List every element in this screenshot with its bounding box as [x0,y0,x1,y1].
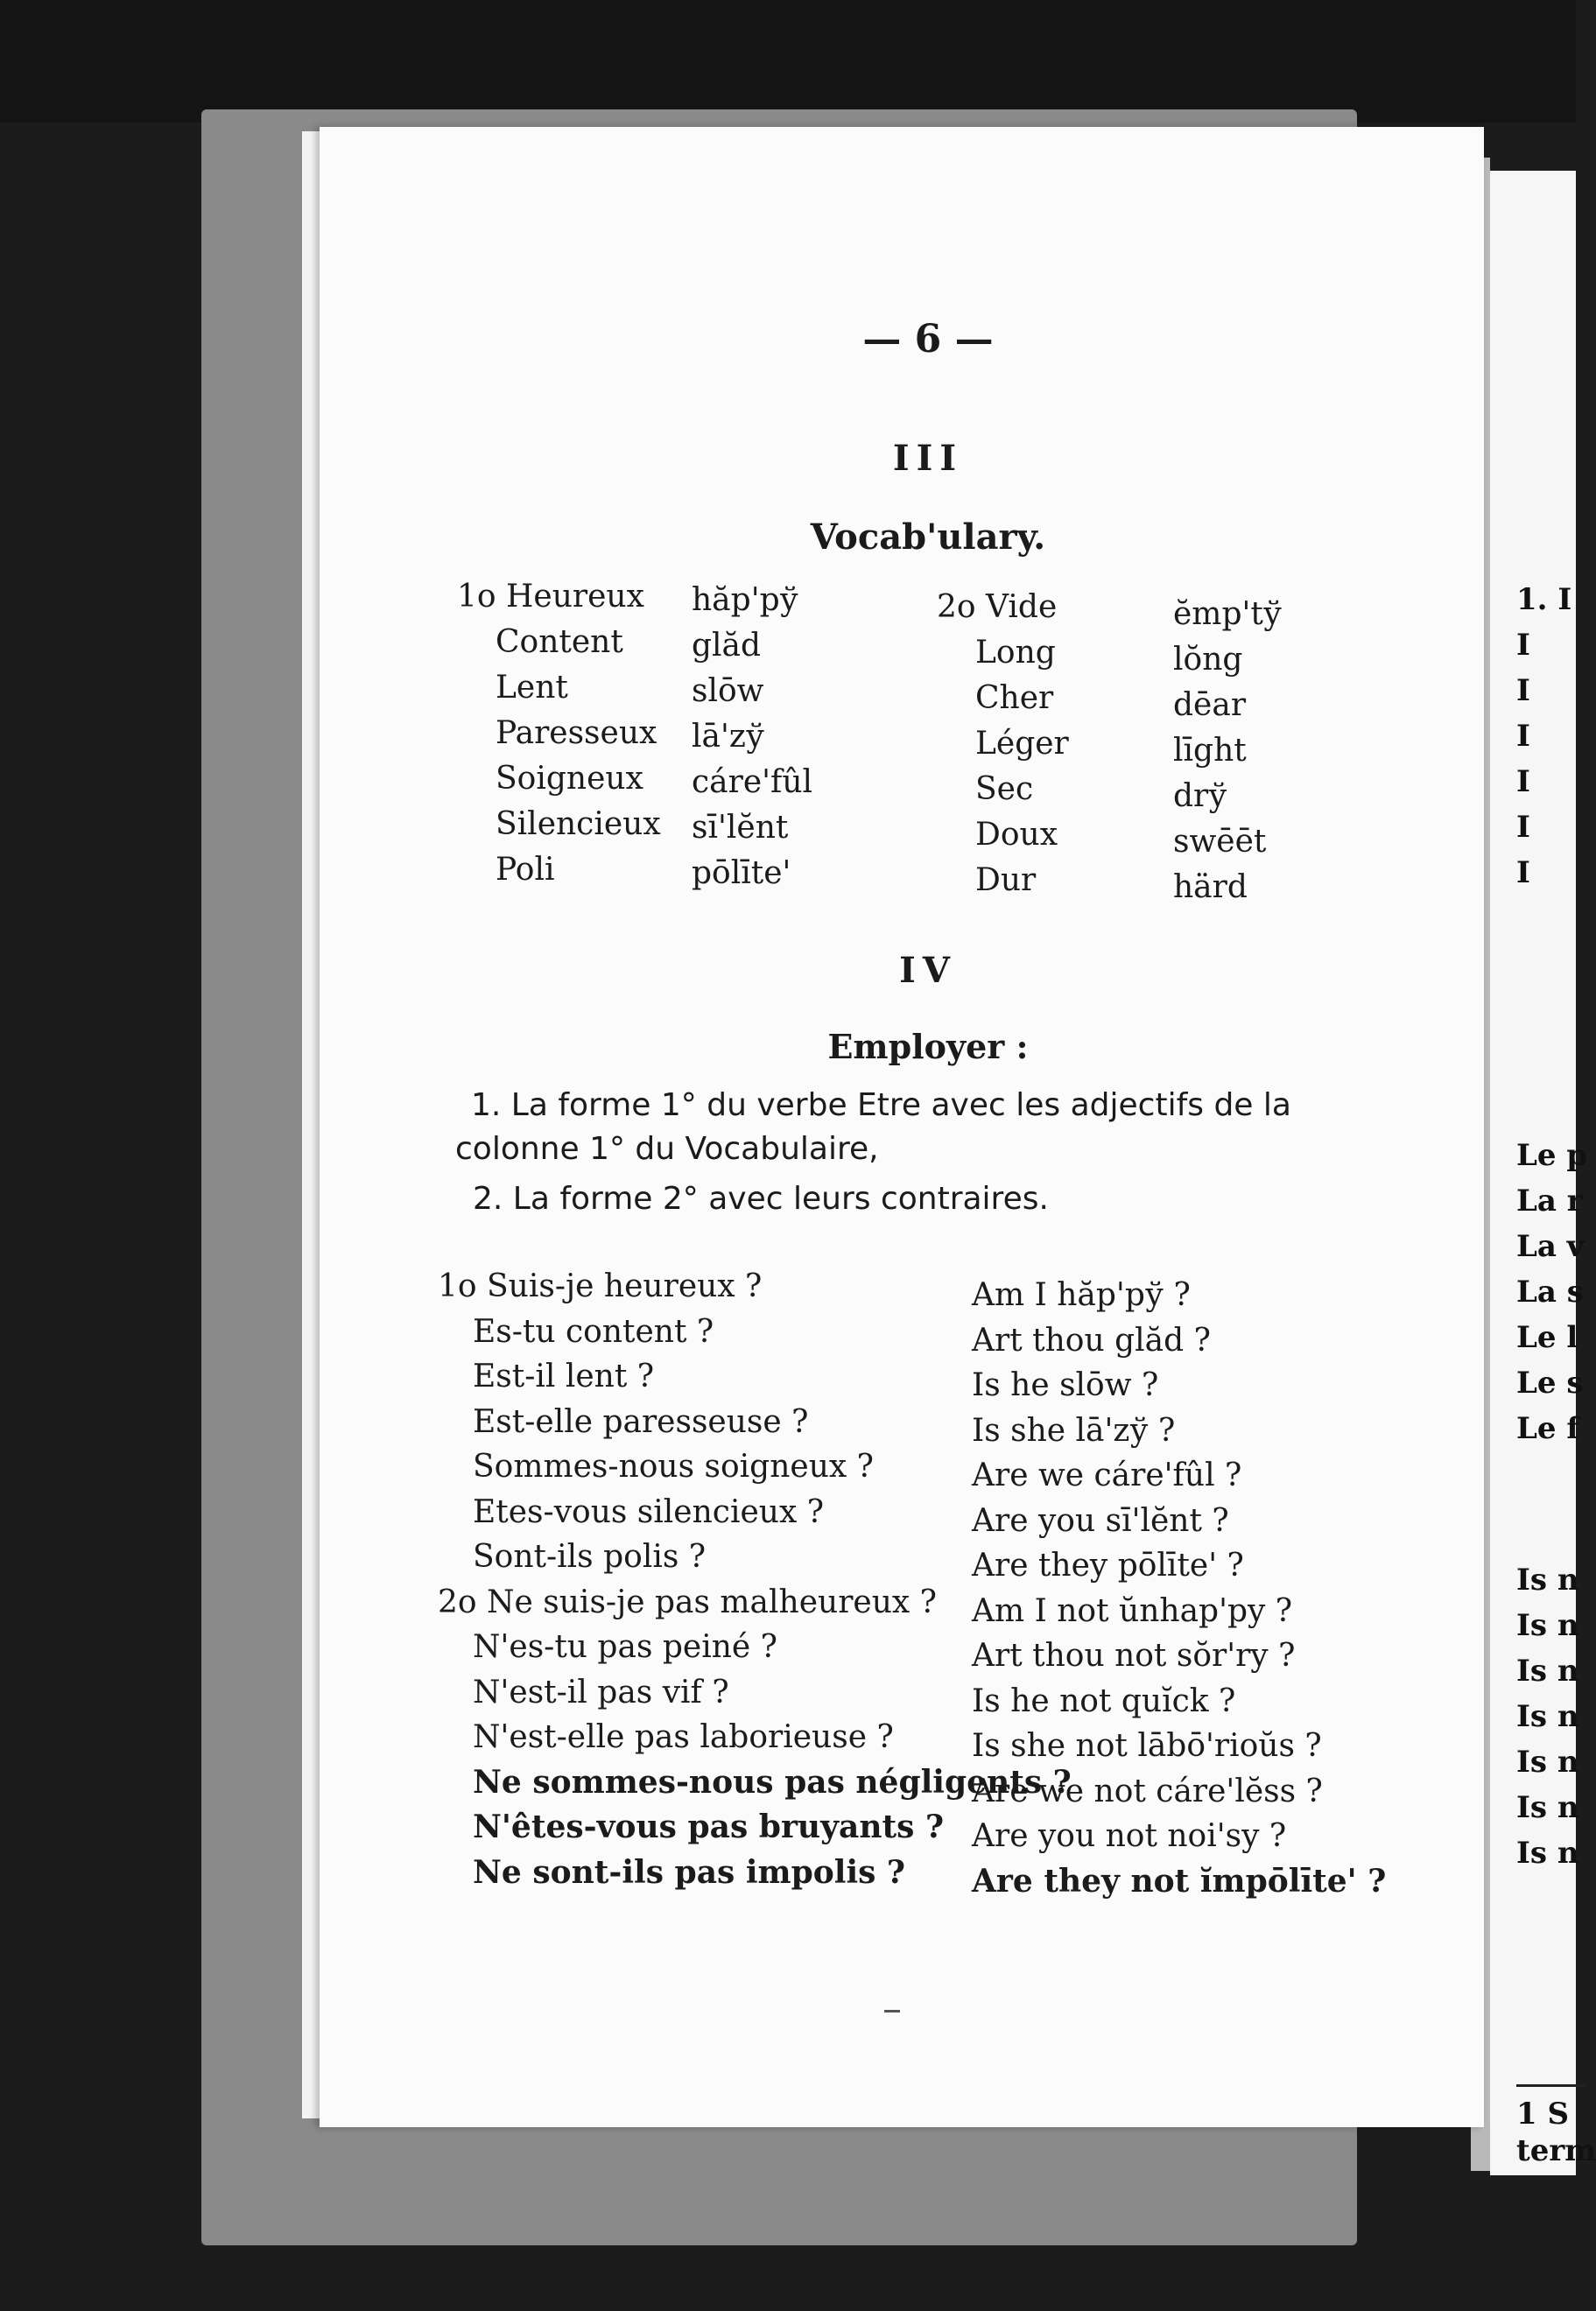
vocab-word-french: Poli [496,852,555,888]
facing-page-fragment: Is n [1516,1563,1579,1598]
question-english: Are you not noi'sy ? [972,1818,1287,1854]
question-french: Est-elle paresseuse ? [473,1403,809,1440]
question-french: N'es-tu pas peiné ? [473,1629,777,1665]
instruction-1 [455,1084,1418,1171]
question-french: 1o Suis-je heureux ? [438,1268,763,1304]
question-english: Are they not ĭmpōlīte' ? [972,1862,1387,1900]
facing-page-fragment: Is n [1516,1699,1579,1734]
vocab-word-french: Long [975,635,1056,671]
vocab-word-french: Doux [975,817,1058,853]
vocab-word-english: drў [1173,778,1227,814]
instruction-2: 2. La forme 2° avec leurs contraires. [473,1181,1049,1217]
facing-page-fragment: Is n [1516,1654,1579,1689]
question-english: Are you sī'lĕnt ? [972,1502,1229,1539]
question-english: Art thou glăd ? [972,1322,1211,1359]
question-french: N'est-il pas vif ? [473,1674,729,1710]
vocabulary-title: Vocab'ulary. [810,516,1046,558]
questions-english [972,1273,1386,1904]
facing-page-fragment: I [1516,673,1530,708]
facing-page-fragment: Le p [1516,1138,1588,1173]
instruction-1-line-a: 1. La forme 1° du verbe Etre avec les adjectifs de la [471,1087,1291,1123]
print-speck [884,2010,900,2012]
facing-page-fragment: Le l [1516,1320,1578,1355]
facing-page-fragment: Le s [1516,1366,1584,1401]
vocab-word-french: Soigneux [496,761,643,797]
vocab-word-french: 2o Vide [937,589,1058,625]
facing-page-fragment: Le f [1516,1411,1580,1446]
section-heading-iv: IV [899,950,957,991]
question-french: Ne sont-ils pas impolis ? [473,1853,906,1891]
vocab-word-english: swēēt [1173,824,1267,860]
question-english: Is he not quĭck ? [972,1682,1236,1719]
question-french: Es-tu content ? [473,1313,714,1350]
vocab-column-1-english [692,578,812,896]
vocab-word-french: Content [496,624,623,660]
vocab-column-1-french [457,574,661,893]
vocab-word-french: 1o Heureux [457,579,644,615]
question-english: Are they pōlīte' ? [972,1548,1244,1584]
vocab-word-french: Léger [975,726,1069,762]
question-french: Ne sommes-nous pas négligents ? [473,1763,1072,1801]
vocab-word-english: lā'zў [692,719,765,755]
vocab-word-french: Sec [975,771,1034,807]
question-english: Is he slōw ? [972,1367,1159,1403]
vocab-word-french: Dur [975,862,1037,898]
facing-page-fragment: Is n [1516,1745,1579,1780]
question-french: N'est-elle pas laborieuse ? [473,1719,894,1755]
facing-page-fragment: I [1516,628,1530,663]
facing-page-fragment: I [1516,855,1530,890]
vocab-word-french: Lent [496,670,568,706]
facing-page-footnote-fragment: 1 S [1516,2097,1570,2132]
vocab-word-english: līght [1173,733,1247,769]
vocab-word-french: Silencieux [496,806,661,842]
vocab-word-french: Cher [975,680,1054,716]
question-english: Art thou not sŏr'ry ? [972,1638,1296,1674]
question-french: Sont-ils polis ? [473,1539,707,1575]
facing-page-fragment: Is n [1516,1608,1579,1643]
vocab-column-2-english [1173,592,1282,910]
question-french: N'êtes-vous pas bruyants ? [473,1809,945,1845]
vocab-word-english: pōlīte' [692,855,791,891]
facing-page [1490,171,1596,2175]
vocab-word-english: lŏng [1173,642,1243,678]
background-top [0,0,1576,123]
vocab-word-english: ĕmp'tў [1173,596,1283,632]
employer-title: Employer : [827,1027,1029,1066]
facing-page-fragment: I [1516,810,1530,845]
instruction-1-line-b: colonne 1° du Vocabulaire, [455,1131,879,1167]
question-english: Are we not cáre'lĕss ? [972,1773,1323,1809]
facing-page-footnote-fragment: term [1516,2133,1596,2168]
question-english: Are we cáre'fûl ? [972,1458,1242,1493]
facing-page-fragment: Is n [1516,1790,1579,1825]
question-english: Am I hăp'pў ? [972,1277,1191,1313]
question-english: Is she not lābō'rioŭs ? [972,1728,1322,1764]
question-french: Est-il lent ? [473,1359,655,1394]
facing-page-fragment: 1. I [1516,582,1572,617]
page-number: — 6 — [862,317,994,362]
footnote-rule [1516,2084,1586,2087]
facing-page-fragment: La v [1516,1229,1585,1264]
vocab-word-english: härd [1173,869,1248,905]
section-heading-iii: III [892,438,964,479]
facing-page-fragment: I [1516,719,1530,754]
question-french: 2o Ne suis-je pas malheureux ? [438,1584,937,1620]
vocab-word-english: cáre'fûl [692,764,813,800]
vocab-word-english: slōw [692,673,764,709]
vocab-word-english: hăp'pў [692,582,798,618]
question-french: Etes-vous silencieux ? [473,1493,825,1530]
vocab-word-english: glăd [692,628,762,664]
vocab-column-2-french [937,585,1069,903]
question-french: Sommes-nous soigneux ? [473,1449,874,1485]
question-english: Is she lā'zў ? [972,1412,1176,1449]
vocab-word-french: Paresseux [496,715,657,751]
facing-page-fragment: La r [1516,1184,1583,1219]
facing-page-fragment: La s [1516,1275,1584,1310]
vocab-word-english: dēar [1173,687,1247,723]
facing-page-fragment: I [1516,764,1530,799]
facing-page-fragment: Is n [1516,1836,1579,1871]
question-english: Am I not ŭnhap'py ? [972,1592,1293,1629]
vocab-word-english: sī'lĕnt [692,810,789,846]
